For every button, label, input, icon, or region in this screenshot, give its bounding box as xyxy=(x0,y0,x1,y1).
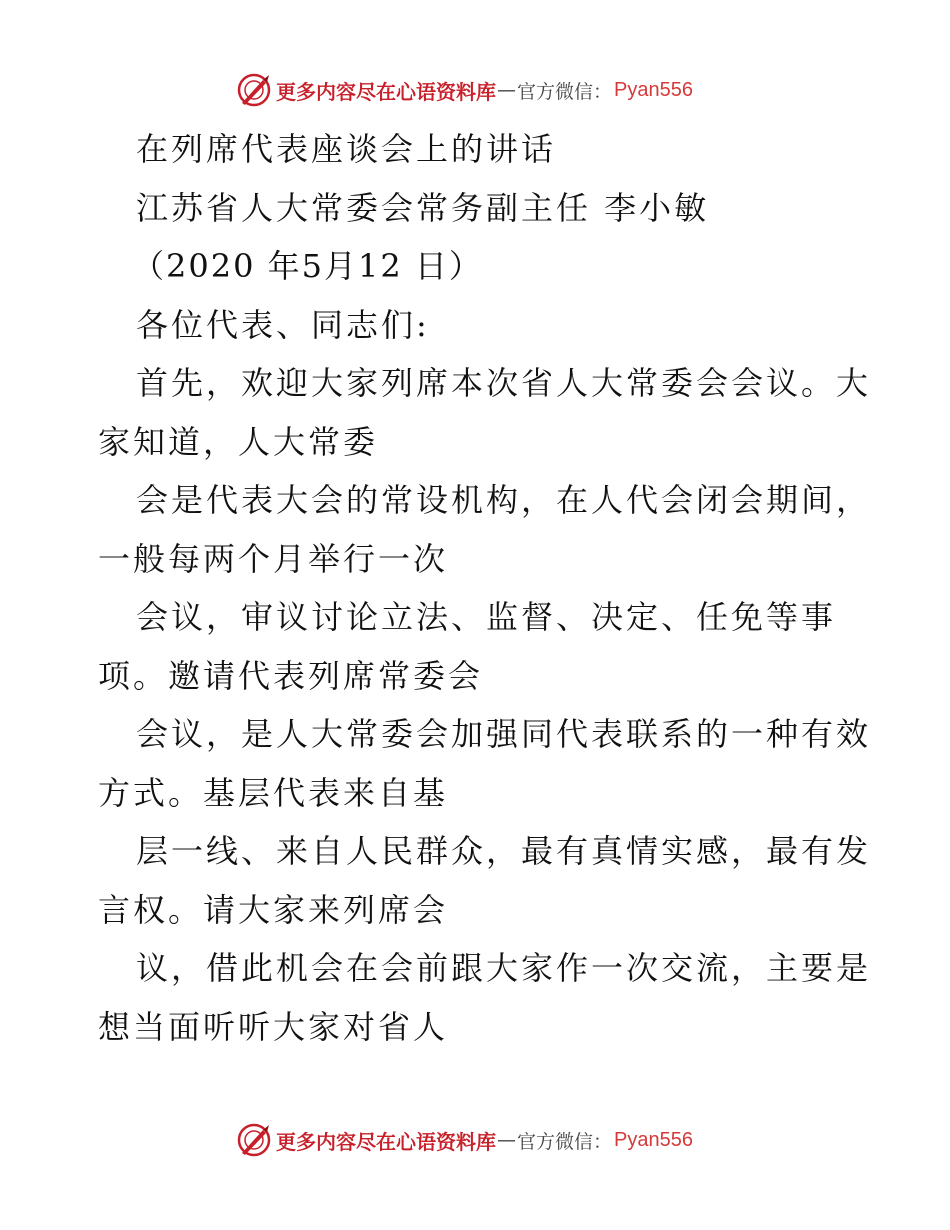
paragraph-line: 首先，欢迎大家列席本次省人大常委会会议。大 xyxy=(136,364,872,402)
paragraph-line: 层一线、来自人民群众，最有真情实感，最有发 xyxy=(136,832,872,870)
paragraph-line: 会议，是人大常委会加强同代表联系的一种有效 xyxy=(136,715,872,753)
paragraph-line: 家知道，人大常委 xyxy=(98,422,379,461)
paragraph-line: 会议，审议讨论立法、监督、决定、任免等事 xyxy=(136,598,837,636)
watermark-separator: — xyxy=(497,79,516,101)
paragraph-line: 会是代表大会的常设机构，在人代会闭会期间， xyxy=(136,481,872,519)
watermark-wechat-id: Pyan556 xyxy=(614,1128,693,1151)
watermark-header xyxy=(236,72,693,108)
watermark-separator: — xyxy=(497,1129,516,1151)
document-date: （2020 年5月12 日） xyxy=(132,247,483,285)
watermark-footer xyxy=(236,1122,693,1158)
watermark-main-text: 更多内容尽在心语资料库 xyxy=(276,79,496,104)
watermark-wechat-label: 官方微信： xyxy=(517,80,613,103)
watermark-main-text: 更多内容尽在心语资料库 xyxy=(276,1129,496,1154)
document-body xyxy=(98,120,872,1056)
paragraph-line: 方式。基层代表来自基 xyxy=(98,773,449,812)
quill-logo-icon xyxy=(236,72,272,108)
document-author: 江苏省人大常委会常务副主任 李小敏 xyxy=(136,188,710,227)
quill-logo-icon xyxy=(236,1122,272,1158)
paragraph-line: 议，借此机会在会前跟大家作一次交流，主要是 xyxy=(136,949,872,987)
paragraph-line: 言权。请大家来列席会 xyxy=(98,890,449,929)
document-title: 在列席代表座谈会上的讲话 xyxy=(136,130,557,168)
paragraph-line: 项。邀请代表列席常委会 xyxy=(98,656,484,695)
watermark-wechat-id: Pyan556 xyxy=(614,78,693,101)
paragraph-line: 想当面听听大家对省人 xyxy=(98,1007,449,1046)
paragraph-line: 一般每两个月举行一次 xyxy=(98,539,449,578)
watermark-wechat-label: 官方微信： xyxy=(517,1130,613,1153)
document-salutation: 各位代表、同志们: xyxy=(136,305,430,344)
